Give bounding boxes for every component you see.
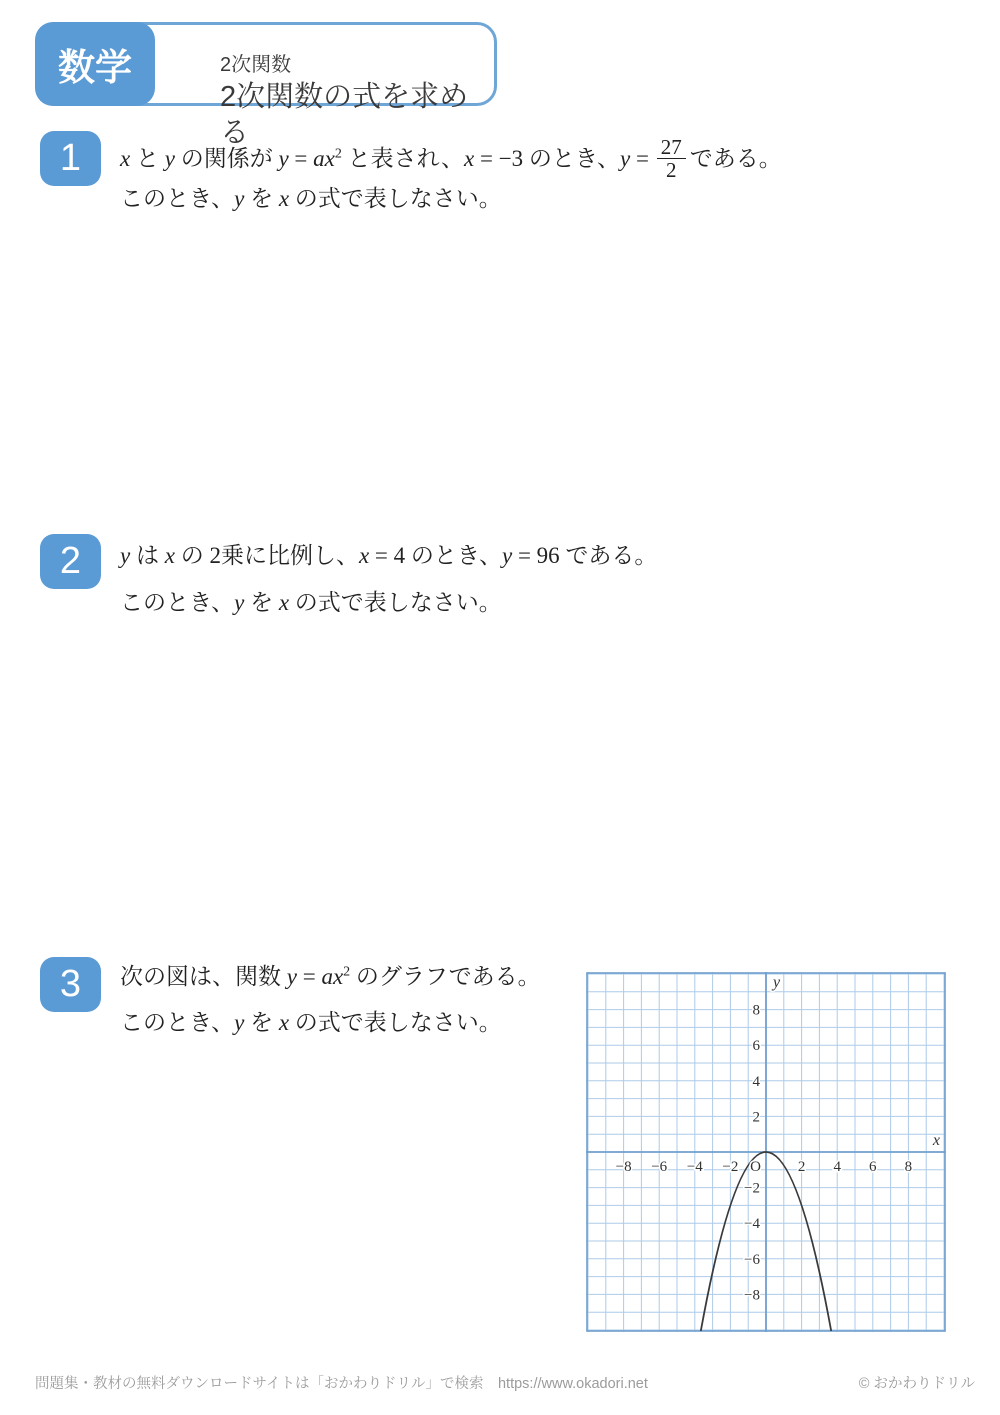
math-var: y [120,543,131,568]
svg-text:−4: −4 [686,1159,703,1175]
text-run: を [244,1010,279,1035]
svg-text:8: 8 [752,1002,760,1019]
footer-site-info: 問題集・教材の無料ダウンロードサイトは「おかわりドリル」で検索 https://www.okadori.net [35,1376,648,1392]
svg-text:y: y [773,974,781,991]
text-run: のグラフである。 [350,964,541,989]
math-var: x [278,186,290,211]
math-var: ax [313,146,335,171]
problem-1-number-badge: 1 [40,131,101,186]
math-var: x [464,146,475,171]
problem-1-line-2 [120,184,502,214]
equals-sign: = [288,146,314,171]
math-var: y [278,146,289,171]
svg-text:2: 2 [752,1109,760,1126]
text-run: = −3 のとき、 [474,146,620,171]
math-var: ax [321,964,344,989]
text-run: の関係が [174,146,279,171]
svg-text:−8: −8 [744,1287,760,1304]
subject-badge: 数学 [35,22,155,106]
fraction-denominator: 2 [657,158,686,182]
text-run: の式で表しなさい。 [289,590,502,615]
svg-text:−4: −4 [744,1216,760,1233]
problem-3-line-1 [120,962,541,992]
svg-text:4: 4 [833,1159,841,1175]
math-var: x [164,543,175,568]
equals-sign: = [296,964,322,989]
problem-2-line-2 [120,588,502,618]
svg-text:6: 6 [752,1038,760,1055]
svg-text:−2: −2 [744,1180,760,1197]
page-title: 2次関数の式を求める [220,81,469,149]
text-run: と [130,146,165,171]
math-var: y [501,543,513,568]
fraction [657,136,686,182]
math-var: x [120,146,131,171]
svg-text:−8: −8 [615,1159,632,1175]
footer-copyright: © おかわりドリル [858,1376,975,1392]
text-run: の式で表しなさい。 [289,1010,502,1035]
math-var: y [620,146,631,171]
text-run: = 96 である。 [512,543,658,568]
text-run: は [130,543,165,568]
math-var: x [358,543,370,568]
text-run: の式で表しなさい。 [289,186,502,211]
equals-sign: = [630,146,655,171]
text-run: である。 [689,146,782,171]
svg-text:−6: −6 [744,1251,760,1268]
svg-text:x: x [932,1132,940,1149]
header-category: 2次関数 [220,54,292,76]
math-var: x [278,590,290,615]
problem-3-line-2 [120,1008,502,1038]
graph-canvas [586,972,946,1332]
svg-text:−6: −6 [651,1159,668,1175]
text-run: を [244,186,279,211]
svg-text:O: O [750,1159,761,1175]
problem-1-line-1 [120,127,782,191]
text-run: このとき、 [120,1010,235,1035]
problem-2-line-1 [120,541,657,571]
text-run: このとき、 [120,186,235,211]
text-run: このとき、 [120,590,235,615]
superscript: 2 [334,146,342,162]
superscript: 2 [343,964,351,980]
fraction-numerator: 27 [660,134,682,159]
text-run: を [244,590,279,615]
text-run: = 4 のとき、 [369,543,502,568]
text-run: と表され、 [341,146,464,171]
math-var: y [234,590,245,615]
graph-container [586,972,946,1332]
math-var: y [234,186,245,211]
math-var: y [164,146,175,171]
svg-text:6: 6 [869,1159,877,1175]
svg-text:2: 2 [797,1159,806,1175]
math-var: x [278,1010,290,1035]
problem-2-number-badge: 2 [40,534,101,589]
svg-text:4: 4 [752,1073,760,1090]
text-run: の 2乗に比例し、 [174,543,359,568]
problem-3-number-badge: 3 [40,957,101,1012]
math-var: y [234,1010,245,1035]
svg-text:−2: −2 [722,1159,739,1175]
svg-text:8: 8 [904,1159,913,1175]
text-run: 次の図は、関数 [120,964,287,989]
math-var: y [286,964,297,989]
